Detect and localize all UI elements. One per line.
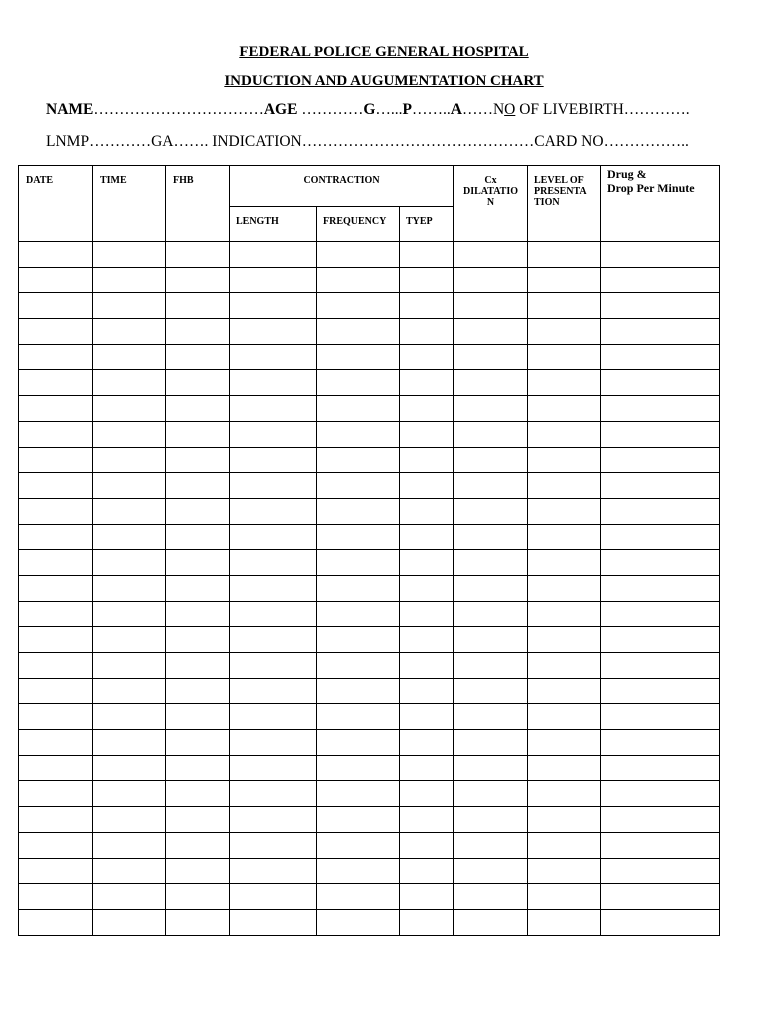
table-cell[interactable] [166,396,230,422]
table-cell[interactable] [528,653,601,679]
table-cell[interactable] [230,781,317,807]
table-cell[interactable] [166,524,230,550]
table-cell[interactable] [166,627,230,653]
table-row [19,678,720,704]
table-cell[interactable] [528,678,601,704]
table-cell[interactable] [317,884,400,910]
table-cell[interactable] [601,627,720,653]
table-cell[interactable] [19,550,93,576]
table-cell[interactable] [601,524,720,550]
table-cell[interactable] [454,473,528,499]
table-row [19,370,720,396]
table-cell[interactable] [528,319,601,345]
table-row [19,575,720,601]
table-cell[interactable] [230,319,317,345]
name-label: NAME [46,101,94,118]
table-row [19,781,720,807]
table-cell[interactable] [601,909,720,935]
table-cell[interactable] [528,704,601,730]
table-cell[interactable] [166,575,230,601]
age-label: AGE [263,101,298,118]
table-cell[interactable] [166,884,230,910]
table-row [19,755,720,781]
table-cell[interactable] [400,396,454,422]
table-cell[interactable] [93,498,166,524]
table-cell[interactable] [166,678,230,704]
table-cell[interactable] [19,267,93,293]
table-cell[interactable] [230,832,317,858]
table-cell[interactable] [528,730,601,756]
col-header-drug-drop-per-minute: Drug & Drop Per Minute [601,166,720,242]
table-row [19,473,720,499]
table-cell[interactable] [400,730,454,756]
table-cell[interactable] [19,704,93,730]
table-row [19,704,720,730]
table-cell[interactable] [166,653,230,679]
table-cell[interactable] [601,293,720,319]
table-cell[interactable] [528,524,601,550]
table-cell[interactable] [528,858,601,884]
table-cell[interactable] [528,447,601,473]
table-cell[interactable] [454,550,528,576]
table-cell[interactable] [317,627,400,653]
table-cell[interactable] [601,447,720,473]
table-cell[interactable] [19,498,93,524]
table-cell[interactable] [19,781,93,807]
table-cell[interactable] [317,421,400,447]
table-cell[interactable] [317,678,400,704]
table-cell[interactable] [400,575,454,601]
table-cell[interactable] [166,370,230,396]
table-row [19,396,720,422]
table-cell[interactable] [601,473,720,499]
table-row [19,242,720,268]
table-cell[interactable] [93,704,166,730]
table-cell[interactable] [230,653,317,679]
table-cell[interactable] [317,909,400,935]
age-blank: ………… [297,101,364,118]
table-cell[interactable] [93,242,166,268]
table-cell[interactable] [317,242,400,268]
table-cell[interactable] [317,730,400,756]
table-cell[interactable] [230,858,317,884]
table-cell[interactable] [19,344,93,370]
table-cell[interactable] [230,447,317,473]
col-header-date: DATE [19,166,93,242]
table-cell[interactable] [317,755,400,781]
patient-info-line [46,101,690,119]
table-cell[interactable] [400,858,454,884]
table-cell[interactable] [454,421,528,447]
table-cell[interactable] [19,421,93,447]
table-cell[interactable] [317,498,400,524]
table-cell[interactable] [230,293,317,319]
table-cell[interactable] [454,447,528,473]
table-cell[interactable] [19,319,93,345]
table-row [19,730,720,756]
abortion-blank: …… [461,101,493,118]
table-cell[interactable] [454,678,528,704]
table-cell[interactable] [19,473,93,499]
gravida-label: G [363,101,376,118]
col-header-contraction: CONTRACTION [230,166,454,207]
table-cell[interactable] [93,575,166,601]
table-cell[interactable] [454,370,528,396]
table-cell[interactable] [528,550,601,576]
table-cell[interactable] [93,396,166,422]
table-cell[interactable] [166,755,230,781]
table-cell[interactable] [601,550,720,576]
table-cell[interactable] [400,653,454,679]
table-cell[interactable] [93,421,166,447]
table-cell[interactable] [230,421,317,447]
table-cell[interactable] [601,884,720,910]
col-header-level-of-presentation: LEVEL OF PRESENTA TION [528,166,601,242]
table-cell[interactable] [601,344,720,370]
table-cell[interactable] [317,344,400,370]
table-cell[interactable] [93,601,166,627]
table-cell[interactable] [19,242,93,268]
table-cell[interactable] [230,884,317,910]
table-cell[interactable] [400,370,454,396]
table-cell[interactable] [454,242,528,268]
table-cell[interactable] [166,421,230,447]
table-cell[interactable] [601,601,720,627]
table-cell[interactable] [400,627,454,653]
table-cell[interactable] [93,319,166,345]
para-label: P [402,101,412,118]
table-cell[interactable] [454,575,528,601]
table-cell[interactable] [317,704,400,730]
table-cell[interactable] [528,909,601,935]
number-label-o: O [504,101,516,118]
table-cell[interactable] [230,498,317,524]
table-cell[interactable] [601,498,720,524]
table-cell[interactable] [400,447,454,473]
table-cell[interactable] [93,524,166,550]
table-cell[interactable] [93,832,166,858]
table-cell[interactable] [400,909,454,935]
table-cell[interactable] [230,396,317,422]
table-cell[interactable] [528,242,601,268]
name-blank: …………………………… [93,101,264,118]
table-cell[interactable] [166,550,230,576]
table-row [19,421,720,447]
table-cell[interactable] [528,473,601,499]
table-cell[interactable] [601,730,720,756]
table-cell[interactable] [601,575,720,601]
table-cell[interactable] [454,319,528,345]
table-cell[interactable] [166,858,230,884]
table-cell[interactable] [454,832,528,858]
table-row [19,344,720,370]
table-cell[interactable] [400,755,454,781]
table-cell[interactable] [93,884,166,910]
table-cell[interactable] [601,755,720,781]
table-cell[interactable] [601,370,720,396]
table-cell[interactable] [528,293,601,319]
table-cell[interactable] [400,704,454,730]
table-cell[interactable] [166,498,230,524]
table-cell[interactable] [19,858,93,884]
table-cell[interactable] [166,473,230,499]
table-cell[interactable] [93,473,166,499]
table-cell[interactable] [454,267,528,293]
table-cell[interactable] [528,344,601,370]
table-cell[interactable] [317,396,400,422]
table-cell[interactable] [528,267,601,293]
table-cell[interactable] [528,807,601,833]
table-cell[interactable] [528,396,601,422]
table-cell[interactable] [19,524,93,550]
table-cell[interactable] [601,858,720,884]
table-cell[interactable] [400,884,454,910]
table-cell[interactable] [19,832,93,858]
table-cell[interactable] [19,627,93,653]
number-label-n: N [492,101,505,118]
table-cell[interactable] [166,293,230,319]
table-cell[interactable] [317,653,400,679]
table-cell[interactable] [230,550,317,576]
table-row [19,267,720,293]
table-cell[interactable] [230,807,317,833]
table-cell[interactable] [19,601,93,627]
table-cell[interactable] [317,524,400,550]
table-cell[interactable] [454,884,528,910]
table-cell[interactable] [19,293,93,319]
induction-chart-table [18,165,720,936]
table-cell[interactable] [400,242,454,268]
col-header-fhb: FHB [166,166,230,242]
table-cell[interactable] [19,909,93,935]
table-cell[interactable] [19,370,93,396]
table-cell[interactable] [400,832,454,858]
table-row [19,858,720,884]
pregnancy-info-line: LNMP…………GA……. INDICATION………………………………………CARD NO…………….. [46,133,689,150]
table-cell[interactable] [19,755,93,781]
table-cell[interactable] [317,807,400,833]
col-header-type: TYEP [400,207,454,242]
table-row [19,909,720,935]
table-cell[interactable] [230,678,317,704]
table-cell[interactable] [93,807,166,833]
table-cell[interactable] [19,396,93,422]
table-cell[interactable] [601,678,720,704]
table-cell[interactable] [230,575,317,601]
table-cell[interactable] [454,293,528,319]
table-row [19,627,720,653]
table-cell[interactable] [93,653,166,679]
table-cell[interactable] [601,319,720,345]
table-cell[interactable] [317,267,400,293]
table-cell[interactable] [230,370,317,396]
table-cell[interactable] [93,370,166,396]
table-cell[interactable] [601,242,720,268]
table-cell[interactable] [93,267,166,293]
table-cell[interactable] [230,242,317,268]
abortion-label: A [450,101,462,118]
table-row [19,832,720,858]
table-cell[interactable] [19,678,93,704]
table-row [19,293,720,319]
table-cell[interactable] [230,730,317,756]
table-cell[interactable] [166,832,230,858]
table-cell[interactable] [230,524,317,550]
col-header-frequency: FREQUENCY [317,207,400,242]
table-cell[interactable] [93,755,166,781]
table-cell[interactable] [230,909,317,935]
table-cell[interactable] [230,704,317,730]
table-cell[interactable] [454,601,528,627]
table-cell[interactable] [601,781,720,807]
table-cell[interactable] [601,704,720,730]
table-cell[interactable] [528,421,601,447]
table-cell[interactable] [166,242,230,268]
table-cell[interactable] [528,498,601,524]
table-cell[interactable] [400,781,454,807]
table-cell[interactable] [528,575,601,601]
table-cell[interactable] [317,550,400,576]
para-blank: …….. [411,101,451,118]
table-cell[interactable] [400,524,454,550]
table-cell[interactable] [230,627,317,653]
livebirth-label: OF LIVEBIRTH…………. [515,101,690,118]
table-cell[interactable] [528,832,601,858]
table-cell[interactable] [528,781,601,807]
col-header-time: TIME [93,166,166,242]
table-cell[interactable] [400,601,454,627]
table-cell[interactable] [317,575,400,601]
table-cell[interactable] [166,267,230,293]
table-cell[interactable] [454,858,528,884]
table-cell[interactable] [230,601,317,627]
table-cell[interactable] [454,653,528,679]
table-cell[interactable] [400,550,454,576]
table-cell[interactable] [19,653,93,679]
table-row [19,447,720,473]
table-cell[interactable] [528,627,601,653]
table-cell[interactable] [400,267,454,293]
table-cell[interactable] [454,498,528,524]
table-cell[interactable] [400,421,454,447]
table-cell[interactable] [93,909,166,935]
table-cell[interactable] [601,807,720,833]
table-cell[interactable] [601,396,720,422]
table-cell[interactable] [230,473,317,499]
table-cell[interactable] [454,704,528,730]
table-cell[interactable] [230,755,317,781]
table-cell[interactable] [93,781,166,807]
table-cell[interactable] [317,601,400,627]
table-cell[interactable] [166,344,230,370]
table-row [19,498,720,524]
table-cell[interactable] [400,293,454,319]
table-cell[interactable] [19,575,93,601]
gravida-blank: …... [375,101,403,118]
table-cell[interactable] [601,832,720,858]
table-cell[interactable] [454,396,528,422]
table-row [19,653,720,679]
table-cell[interactable] [317,447,400,473]
table-cell[interactable] [166,807,230,833]
table-cell[interactable] [317,781,400,807]
table-cell[interactable] [166,601,230,627]
table-cell[interactable] [166,781,230,807]
table-cell[interactable] [93,858,166,884]
table-cell[interactable] [528,884,601,910]
table-cell[interactable] [454,781,528,807]
table-cell[interactable] [454,524,528,550]
table-cell[interactable] [400,678,454,704]
table-cell[interactable] [454,807,528,833]
table-cell[interactable] [19,730,93,756]
table-cell[interactable] [454,755,528,781]
table-cell[interactable] [19,884,93,910]
table-cell[interactable] [601,421,720,447]
table-cell[interactable] [93,627,166,653]
table-cell[interactable] [454,909,528,935]
table-cell[interactable] [601,267,720,293]
table-row [19,550,720,576]
table-cell[interactable] [166,319,230,345]
table-cell[interactable] [166,730,230,756]
table-cell[interactable] [19,447,93,473]
table-cell[interactable] [166,909,230,935]
table-cell[interactable] [400,473,454,499]
table-row [19,319,720,345]
table-cell[interactable] [93,344,166,370]
table-cell[interactable] [528,601,601,627]
col-header-length: LENGTH [230,207,317,242]
table-cell[interactable] [93,678,166,704]
table-cell[interactable] [317,370,400,396]
table-cell[interactable] [166,447,230,473]
table-cell[interactable] [400,344,454,370]
table-cell[interactable] [454,627,528,653]
table-row [19,601,720,627]
table-row [19,807,720,833]
table-cell[interactable] [93,730,166,756]
table-cell[interactable] [601,653,720,679]
table-cell[interactable] [19,807,93,833]
table-cell[interactable] [528,755,601,781]
table-cell[interactable] [400,807,454,833]
table-cell[interactable] [93,550,166,576]
table-cell[interactable] [317,293,400,319]
table-cell[interactable] [93,293,166,319]
table-cell[interactable] [317,319,400,345]
table-cell[interactable] [454,730,528,756]
table-cell[interactable] [400,498,454,524]
table-cell[interactable] [317,832,400,858]
table-cell[interactable] [400,319,454,345]
table-row [19,884,720,910]
chart-title: INDUCTION AND AUGUMENTATION CHART [224,73,544,89]
table-cell[interactable] [454,344,528,370]
table-cell[interactable] [317,858,400,884]
table-cell[interactable] [528,370,601,396]
table-cell[interactable] [230,267,317,293]
table-row [19,524,720,550]
table-cell[interactable] [317,473,400,499]
table-cell[interactable] [93,447,166,473]
table-cell[interactable] [230,344,317,370]
hospital-title: FEDERAL POLICE GENERAL HOSPITAL [239,44,529,60]
table-cell[interactable] [166,704,230,730]
col-header-cx-dilatation: Cx DILATATIO N [454,166,528,242]
